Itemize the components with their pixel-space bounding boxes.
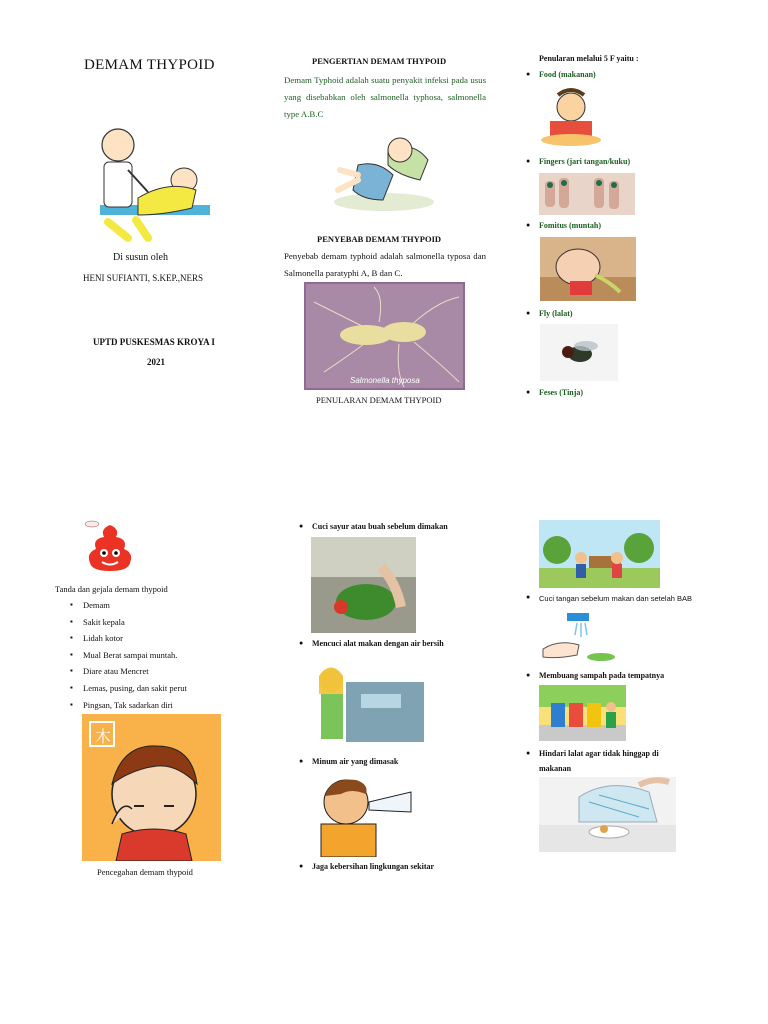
poop-emoji-icon — [84, 519, 136, 573]
salmonella-bacteria-image — [304, 282, 465, 390]
penularan-intro: Penularan melalui 5 F yaitu : — [539, 54, 639, 63]
fly-image — [540, 324, 618, 381]
symptoms-heading: Tanda dan gejala demam thypoid — [55, 584, 168, 594]
park-trash-illustration — [539, 520, 660, 588]
wash-vegetables-item: ● Cuci sayur atau buah sebelum dimakan — [312, 522, 448, 531]
fingernails-image — [539, 173, 635, 215]
food-item: ● Food (makanan) — [539, 70, 596, 79]
wash-dishes-item: ● Mencuci alat makan dengan air bersih — [312, 639, 444, 648]
penyebab-text: Penyebab demam typhoid adalah salmonella typosa dan Salmonella paratyphi A, B dan C. — [284, 251, 486, 278]
dispose-trash-item: ● Membuang sampah pada tempatnya — [539, 671, 664, 680]
headache-illustration — [82, 714, 221, 861]
fomitus-item: ● Fomitus (muntah) — [539, 221, 601, 230]
sick-person-illustration — [328, 120, 440, 213]
food-cover-image — [539, 777, 676, 852]
prevention-caption: Pencegahan demam thypoid — [97, 867, 193, 877]
penyebab-heading: PENYEBAB DEMAM THYPOID — [317, 234, 442, 244]
pengertian-text: Demam Typhoid adalah suatu penyakit infeksi pada usus yang disebabkan oleh salmonella typhosa, salmonella type A.B.C — [284, 75, 486, 119]
avoid-flies-item: ● Hindari lalat agar tidak hinggap di makanan — [539, 746, 689, 776]
clean-environment-item: ● Jaga kebersihan lingkungan sekitar — [312, 862, 434, 871]
hand-washing-illustration — [539, 609, 622, 666]
washing-vegetables-image — [311, 537, 416, 633]
drinking-water-illustration — [311, 772, 421, 857]
washing-dishes-illustration — [311, 654, 424, 751]
author-name: HENI SUFIANTI, S.KEP.,NERS — [83, 273, 204, 283]
list-item: ▪ Mual Berat sampai muntah. — [83, 647, 187, 664]
compiled-by-label: Di susun oleh — [113, 252, 168, 263]
list-item: ▪ Lidah kotor — [83, 630, 187, 647]
fingers-item: ● Fingers (jari tangan/kuku) — [539, 157, 630, 166]
fly-item: ● Fly (lalat) — [539, 309, 573, 318]
doctor-patient-illustration — [88, 110, 220, 245]
year-label: 2021 — [147, 357, 165, 367]
feses-item: ● Feses (Tinja) — [539, 388, 583, 397]
boiled-water-item: ● Minum air yang dimasak — [312, 757, 398, 766]
list-item: ▪ Sakit kepala — [83, 614, 187, 631]
penularan-heading: PENULARAN DEMAM THYPOID — [316, 395, 442, 405]
symptoms-list — [83, 597, 187, 713]
list-item: ▪ Lemas, pusing, dan sakit perut — [83, 680, 187, 697]
hand-washing-item: ● Cuci tangan sebelum makan dan setelah BAB — [539, 594, 692, 603]
trash-bins-illustration — [539, 685, 626, 741]
list-item: ▪ Diare atau Mencret — [83, 663, 187, 680]
bacteria-caption: Salmonella thyposa — [350, 376, 420, 385]
pengertian-heading: PENGERTIAN DEMAM THYPOID — [312, 56, 447, 66]
organization-name: UPTD PUSKESMAS KROYA I — [93, 337, 215, 347]
eating-man-illustration — [538, 85, 604, 148]
list-item: ▪ Pingsan, Tak sadarkan diri — [83, 697, 187, 714]
brochure-title: DEMAM THYPOID — [84, 57, 215, 73]
list-item: ▪ Demam — [83, 597, 187, 614]
vomiting-cartoon-image — [540, 237, 636, 301]
sign-character: 木 — [94, 727, 111, 746]
